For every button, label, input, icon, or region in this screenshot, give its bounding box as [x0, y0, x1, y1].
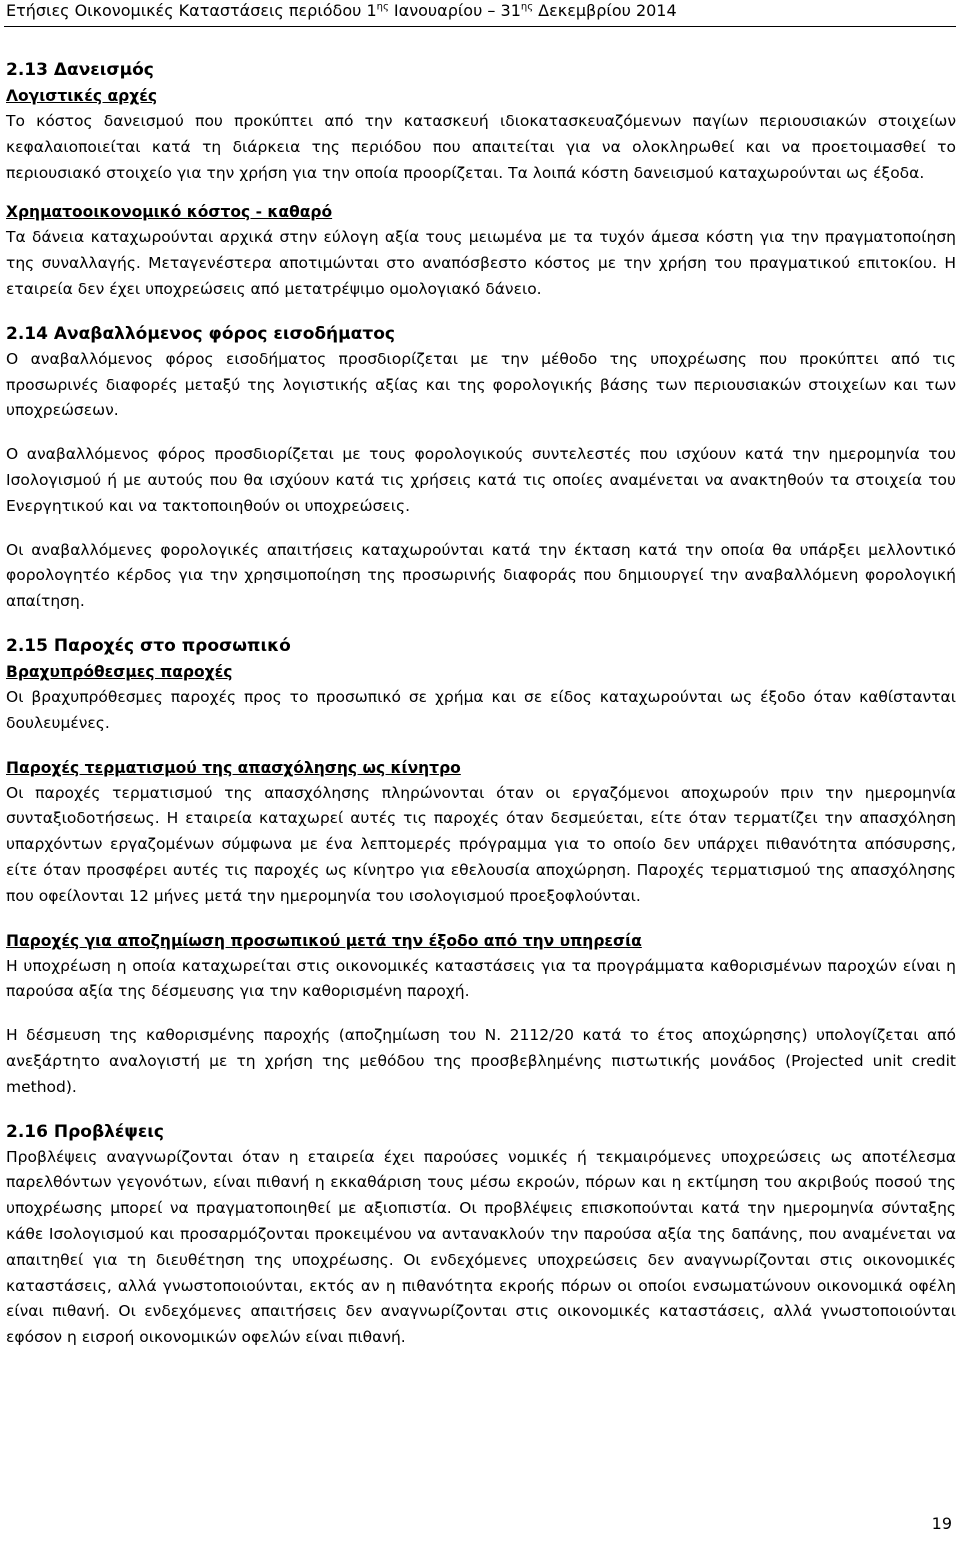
header-text-b: Ιανουαρίου – 31: [388, 1, 521, 20]
section-2-15-paragraph-1: Οι βραχυπρόθεσμες παροχές προς το προσωπικό σε χρήμα και σε είδος καταχωρούνται ως έξοδο όταν καθίστανται δουλευμένες.: [6, 687, 956, 732]
section-2-16-title: 2.16 Προβλέψεις: [6, 1121, 164, 1142]
page-header: [6, 0, 956, 22]
section-2-14-paragraph-1: Ο αναβαλλόμενος φόρος εισοδήματος προσδιορίζεται με την μέθοδο της υποχρέωσης που προκύπτει από τις προσωρινές διαφορές μεταξύ της λογιστικής αξίας και της φορολογικής βάσης των περιουσιακών στοιχείων και των υποχρεώσεων.: [6, 349, 956, 420]
section-2-14-paragraph-3: Οι αναβαλλόμενες φορολογικές απαιτήσεις καταχωρούνται κατά την έκταση κατά την οποία θα υπάρξει μελλοντικό φορολογητέο κέρδος για την χρησιμοποίηση της προσωρινής διαφοράς που δημιουργεί την αναβαλλόμενη φορολογική απαίτηση.: [6, 540, 956, 611]
header-divider: [4, 26, 956, 27]
section-2-13-title: 2.13 Δανεισμός: [6, 60, 154, 80]
section-2-13-subheading-accounting-principles: Λογιστικές αρχές: [6, 87, 158, 105]
header-text-c: Δεκεμβρίου 2014: [533, 1, 677, 20]
section-2-13-subheading-finance-cost: Χρηματοοικονομικό κόστος - καθαρό: [6, 203, 333, 222]
page-number: 19: [931, 1514, 952, 1533]
header-text-a: Ετήσιες Οικονομικές Καταστάσεις περιόδου 1: [6, 1, 377, 20]
section-2-14-paragraph-2: Ο αναβαλλόμενος φόρος προσδιορίζεται με τους φορολογικούς συντελεστές που ισχύουν κατά την ημερομηνία του Ισολογισμού ή με αυτούς που θα ισχύουν κατά τις χρήσεις κατά τις οποίες αναμένεται να ανακτηθούν τα στοιχεία του Ενεργητικού και να τακτοποιηθούν οι υποχρεώσεις.: [6, 445, 956, 515]
section-2-15-subheading-post-employment: Παροχές για αποζημίωση προσωπικού μετά την έξοδο από την υπηρεσία: [6, 931, 642, 950]
header-sup-a: ης: [376, 1, 389, 13]
section-2-15-subheading-short-term: Βραχυπρόθεσμες παροχές: [6, 662, 233, 681]
section-2-15-title: 2.15 Παροχές στο προσωπικό: [6, 635, 291, 656]
document-body: [6, 57, 956, 1351]
section-2-15-paragraph-2: Οι παροχές τερματισμού της απασχόλησης πληρώνονται όταν οι εργαζόμενοι αποχωρούν πριν την ημερομηνία συνταξιοδοτήσεως. Η εταιρεία καταχωρεί αυτές τις παροχές όταν δεσμεύεται, είτε όταν τερματίζει την απασχόληση υπαρχόντων εργαζομένων σύμφωνα με ένα λεπτομερές πρόγραμμα για το οποίο δεν υπάρχει πιθανότητα απόσυρσης, είτε όταν προσφέρει αυτές τις παροχές ως κίνητρο για εθελουσία αποχώρηση. Παροχές τερματισμού της απασχόλησης που οφείλονται 12 μήνες μετά την ημερομηνία του ισολογισμού προεξοφλούνται.: [6, 783, 956, 905]
header-sup-b: ης: [520, 1, 534, 13]
section-2-15-paragraph-3: Η υποχρέωση η οποία καταχωρείται στις οικονομικές καταστάσεις για τα προγράμματα καθορισμένων παροχών είναι η παρούσα αξία της δέσμευσης για την καθορισμένη παροχή.: [6, 956, 956, 1001]
section-2-16-paragraph-1: Προβλέψεις αναγνωρίζονται όταν η εταιρεία έχει παρούσες νομικές ή τεκμαιρόμενες υποχρεώσεις ως αποτέλεσμα παρελθόντων γεγονότων, είναι πιθανή η εκκαθάριση τους μέσω εκροών, πόρων και η εκτίμηση του ακριβούς ποσού της υποχρέωσης μπορεί να πραγματοποιηθεί με αξιοπιστία. Οι προβλέψεις επισκοπούνται κατά την ημερομηνία σύνταξης κάθε Ισολογισμού και προσαρμόζονται προκειμένου να αντανακλούν την παρούσα αξία της δαπάνης, που αναμένεται να απαιτηθεί για τη διευθέτηση της υποχρέωσης. Οι ενδεχόμενες υποχρεώσεις δεν αναγνωρίζονται στις οικονομικές καταστάσεις, αλλά γνωστοποιούνται, εκτός αν η πιθανότητα εκροής πόρων οι οποίοι ενσωματώνουν οικονομικά οφέλη είναι πιθανή. Οι ενδεχόμενες απαιτήσεις δεν αναγνωρίζονται στις οικονομικές καταστάσεις, αλλά γνωστοποιούνται εφόσον η εισροή οικονομικών οφελών είναι πιθανή.: [6, 1147, 956, 1347]
section-2-15-subheading-termination: Παροχές τερματισμού της απασχόλησης ως κίνητρο: [6, 758, 461, 777]
section-2-13-paragraph-2: Τα δάνεια καταχωρούνται αρχικά στην εύλογη αξία τους μειωμένα με τα τυχόν άμεσα κόστη για την πραγματοποίηση της συναλλαγής. Μεταγενέστερα αποτιμώνται στο αναπόσβεστο κόστος με την χρήση του πραγματικού επιτοκίου. Η εταιρεία δεν έχει υποχρεώσεις από μετατρέψιμο ομολογιακό δάνειο.: [6, 228, 956, 298]
section-2-13-paragraph-1: Το κόστος δανεισμού που προκύπτει από την κατασκευή ιδιοκατασκευαζόμενων παγίων περιουσιακών στοιχείων κεφαλαιοποιείται κατά τη διάρκεια της περιόδου που απαιτείται για να ολοκληρωθεί και να προετοιμασθεί το περιουσιακό στοιχείο για την χρήση για την οποία προορίζεται. Τα λοιπά κόστη δανεισμού καταχωρούνται ως έξοδα.: [6, 112, 956, 182]
section-2-15-paragraph-4: Η δέσμευση της καθορισμένης παροχής (αποζημίωση του Ν. 2112/20 κατά το έτος αποχώρησης) υπολογίζεται από ανεξάρτητο αναλογιστή με τη χρήση της μεθόδου της προσβεβλημένης πιστωτικής μονάδος (Projected unit credit method).: [6, 1026, 956, 1096]
section-2-14-title: 2.14 Αναβαλλόμενος φόρος εισοδήματος: [6, 323, 395, 344]
